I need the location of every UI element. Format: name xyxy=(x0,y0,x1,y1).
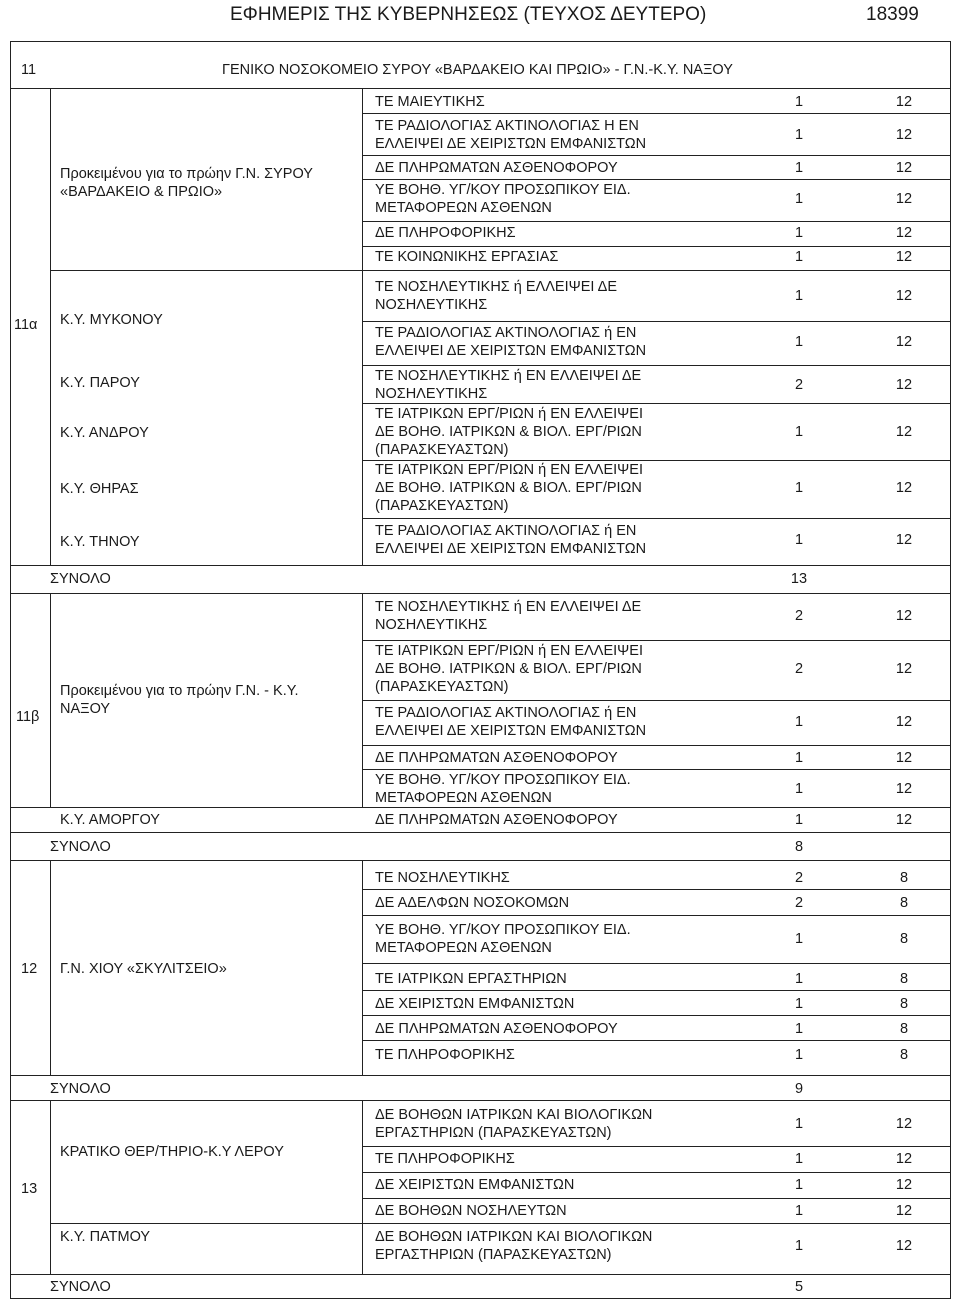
positions-cell: 1 xyxy=(794,288,804,304)
months-cell: 8 xyxy=(899,996,909,1012)
months-cell: 12 xyxy=(895,1116,913,1132)
row-divider xyxy=(10,832,951,833)
positions-cell: 1 xyxy=(794,931,804,947)
row-divider xyxy=(10,1274,951,1275)
row-divider xyxy=(10,593,951,594)
unit-name: Κ.Υ. ΑΜΟΡΓΟΥ xyxy=(60,812,160,828)
row-divider xyxy=(10,1100,951,1101)
positions-cell: 1 xyxy=(794,1238,804,1254)
column-divider xyxy=(50,860,51,1075)
row-divider xyxy=(362,155,950,156)
months-cell: 12 xyxy=(895,1238,913,1254)
specialty-cell: ΔΕ ΠΛΗΡΟΦΟΡΙΚΗΣ xyxy=(375,225,516,241)
specialty-cell: ΤΕ ΡΑΔΙΟΛΟΓΙΑΣ ΑΚΤΙΝΟΛΟΓΙΑΣ ή ΕΝ ΕΛΛΕΙΨΕΙ ΔΕ ΧΕΙΡΙΣΤΩΝ ΕΜΦΑΝΙΣΤΩΝ xyxy=(375,705,647,739)
specialty-cell: ΤΕ ΡΑΔΙΟΛΟΓΙΑΣ ΑΚΤΙΝΟΛΟΓΙΑΣ ή ΕΝ ΕΛΛΕΙΨΕΙ ΔΕ ΧΕΙΡΙΣΤΩΝ ΕΜΦΑΝΙΣΤΩΝ xyxy=(375,325,647,359)
row-divider xyxy=(362,640,950,641)
section-number: 11 xyxy=(21,62,37,78)
months-cell: 12 xyxy=(895,661,913,677)
months-cell: 12 xyxy=(895,377,913,393)
total-value: 13 xyxy=(790,571,808,587)
column-divider xyxy=(362,860,363,1075)
unit-name: Κ.Υ. ΘΗΡΑΣ xyxy=(60,481,139,497)
row-divider xyxy=(362,403,950,404)
section-number: 11α xyxy=(14,317,38,333)
row-divider xyxy=(362,889,950,890)
positions-cell: 1 xyxy=(794,249,804,265)
specialty-cell: ΔΕ ΧΕΙΡΙΣΤΩΝ ΕΜΦΑΝΙΣΤΩΝ xyxy=(375,1177,575,1193)
row-divider xyxy=(50,1223,950,1224)
row-divider xyxy=(362,113,950,114)
positions-cell: 1 xyxy=(794,1203,804,1219)
months-cell: 12 xyxy=(895,424,913,440)
specialty-cell: ΥΕ ΒΟΗΘ. ΥΓ/ΚΟΥ ΠΡΟΣΩΠΙΚΟΥ ΕΙΔ. ΜΕΤΑΦΟΡΕΩΝ ΑΣΘΕΝΩΝ xyxy=(375,772,631,806)
specialty-cell: ΤΕ ΝΟΣΗΛΕΥΤΙΚΗΣ ή ΕΝ ΕΛΛΕΙΨΕΙ ΔΕ ΝΟΣΗΛΕΥΤΙΚΗΣ xyxy=(375,599,642,633)
unit-name: Προκειμένου για το πρώην Γ.Ν. ΣΥΡΟΥ «ΒΑΡΔΑΚΕΙΟ & ΠΡΩΙΟ» xyxy=(60,166,313,200)
row-divider xyxy=(362,365,950,366)
positions-cell: 1 xyxy=(794,424,804,440)
months-cell: 12 xyxy=(895,191,913,207)
specialty-cell: ΔΕ ΑΔΕΛΦΩΝ ΝΟΣΟΚΟΜΩΝ xyxy=(375,895,570,911)
specialty-cell: ΤΕ ΡΑΔΙΟΛΟΓΙΑΣ ΑΚΤΙΝΟΛΟΓΙΑΣ ή ΕΝ ΕΛΛΕΙΨΕΙ ΔΕ ΧΕΙΡΙΣΤΩΝ ΕΜΦΑΝΙΣΤΩΝ xyxy=(375,523,647,557)
positions-cell: 1 xyxy=(794,1151,804,1167)
row-divider xyxy=(362,321,950,322)
row-divider xyxy=(362,1172,950,1173)
unit-name: Κ.Υ. ΤΗΝΟΥ xyxy=(60,534,140,550)
positions-cell: 2 xyxy=(794,608,804,624)
months-cell: 12 xyxy=(895,160,913,176)
specialty-cell: ΤΕ ΝΟΣΗΛΕΥΤΙΚΗΣ ή ΕΝ ΕΛΛΕΙΨΕΙ ΔΕ ΝΟΣΗΛΕΥΤΙΚΗΣ xyxy=(375,368,642,402)
specialty-cell: ΤΕ ΠΛΗΡΟΦΟΡΙΚΗΣ xyxy=(375,1151,515,1167)
total-label: ΣΥΝΟΛΟ xyxy=(50,1279,111,1295)
row-divider xyxy=(362,246,950,247)
row-divider xyxy=(10,565,951,566)
page-number: 18399 xyxy=(866,4,919,25)
specialty-cell: ΤΕ ΝΟΣΗΛΕΥΤΙΚΗΣ ή ΕΛΛΕΙΨΕΙ ΔΕ ΝΟΣΗΛΕΥΤΙΚΗΣ xyxy=(375,279,618,313)
positions-cell: 1 xyxy=(794,191,804,207)
unit-name: Κ.Υ. ΠΑΡΟΥ xyxy=(60,375,140,391)
months-cell: 12 xyxy=(895,480,913,496)
unit-name: Κ.Υ. ΑΝΔΡΟΥ xyxy=(60,425,149,441)
positions-cell: 1 xyxy=(794,971,804,987)
specialty-cell: ΔΕ ΠΛΗΡΩΜΑΤΩΝ ΑΣΘΕΝΟΦΟΡΟΥ xyxy=(375,812,618,828)
row-divider xyxy=(362,179,950,180)
section-number: 11β xyxy=(16,709,40,725)
row-divider xyxy=(362,1146,950,1147)
positions-cell: 2 xyxy=(794,895,804,911)
total-value: 9 xyxy=(794,1081,804,1097)
positions-cell: 2 xyxy=(794,870,804,886)
specialty-cell: ΤΕ ΚΟΙΝΩΝΙΚΗΣ ΕΡΓΑΣΙΑΣ xyxy=(375,249,559,265)
row-divider xyxy=(362,518,950,519)
row-divider xyxy=(10,860,951,861)
row-divider xyxy=(362,1040,950,1041)
section-number: 13 xyxy=(21,1181,38,1197)
positions-cell: 1 xyxy=(794,1116,804,1132)
row-divider xyxy=(362,1015,950,1016)
months-cell: 12 xyxy=(895,127,913,143)
positions-cell: 2 xyxy=(794,377,804,393)
row-divider xyxy=(10,41,951,42)
months-cell: 12 xyxy=(895,288,913,304)
column-divider xyxy=(50,1100,51,1274)
unit-name: Κ.Υ. ΠΑΤΜΟΥ xyxy=(60,1229,151,1245)
positions-cell: 1 xyxy=(794,996,804,1012)
months-cell: 12 xyxy=(895,608,913,624)
specialty-cell: ΔΕ ΒΟΗΘΩΝ ΙΑΤΡΙΚΩΝ ΚΑΙ ΒΙΟΛΟΓΙΚΩΝ ΕΡΓΑΣΤΗΡΙΩΝ (ΠΑΡΑΣΚΕΥΑΣΤΩΝ) xyxy=(375,1107,653,1141)
row-divider xyxy=(362,221,950,222)
months-cell: 12 xyxy=(895,750,913,766)
positions-cell: 2 xyxy=(794,661,804,677)
specialty-cell: ΔΕ ΧΕΙΡΙΣΤΩΝ ΕΜΦΑΝΙΣΤΩΝ xyxy=(375,996,575,1012)
row-divider xyxy=(10,88,951,89)
unit-name: Προκειμένου για το πρώην Γ.Ν. - Κ.Υ. ΝΑΞΟΥ xyxy=(60,683,299,717)
row-divider xyxy=(362,745,950,746)
row-divider xyxy=(10,1075,951,1076)
months-cell: 8 xyxy=(899,971,909,987)
specialty-cell: ΔΕ ΒΟΗΘΩΝ ΝΟΣΗΛΕΥΤΩΝ xyxy=(375,1203,567,1219)
hospital-title: ΓΕΝΙΚΟ ΝΟΣΟΚΟΜΕΙΟ ΣΥΡΟΥ «ΒΑΡΔΑΚΕΙΟ ΚΑΙ ΠΡΩΙΟ» - Γ.Ν.-Κ.Υ. ΝΑΞΟΥ xyxy=(222,62,733,78)
months-cell: 12 xyxy=(895,334,913,350)
specialty-cell: ΤΕ ΜΑΙΕΥΤΙΚΗΣ xyxy=(375,94,485,110)
specialty-cell: ΤΕ ΙΑΤΡΙΚΩΝ ΕΡΓΑΣΤΗΡΙΩΝ xyxy=(375,971,567,987)
positions-cell: 1 xyxy=(794,480,804,496)
positions-cell: 1 xyxy=(794,1021,804,1037)
row-divider xyxy=(10,1298,951,1299)
column-divider xyxy=(950,41,951,1298)
unit-name: Γ.Ν. ΧΙΟΥ «ΣΚΥΛΙΤΣΕΙΟ» xyxy=(60,961,227,977)
specialty-cell: ΤΕ ΝΟΣΗΛΕΥΤΙΚΗΣ xyxy=(375,870,510,886)
unit-name: ΚΡΑΤΙΚΟ ΘΕΡ/ΤΗΡΙΟ-Κ.Υ ΛΕΡΟΥ xyxy=(60,1144,284,1160)
positions-cell: 1 xyxy=(794,225,804,241)
unit-name: Κ.Υ. ΜΥΚΟΝΟΥ xyxy=(60,312,163,328)
specialty-cell: ΔΕ ΒΟΗΘΩΝ ΙΑΤΡΙΚΩΝ ΚΑΙ ΒΙΟΛΟΓΙΚΩΝ ΕΡΓΑΣΤΗΡΙΩΝ (ΠΑΡΑΣΚΕΥΑΣΤΩΝ) xyxy=(375,1229,653,1263)
positions-cell: 1 xyxy=(794,334,804,350)
months-cell: 8 xyxy=(899,931,909,947)
column-divider xyxy=(10,41,11,1298)
specialty-cell: ΤΕ ΙΑΤΡΙΚΩΝ ΕΡΓ/ΡΙΩΝ ή ΕΝ ΕΛΛΕΙΨΕΙ ΔΕ ΒΟΗΘ. ΙΑΤΡΙΚΩΝ & ΒΙΟΛ. ΕΡΓ/ΡΙΩΝ (ΠΑΡΑΣΚΕΥΑΣΤΩΝ) xyxy=(375,462,643,514)
row-divider xyxy=(50,270,950,271)
months-cell: 12 xyxy=(895,1203,913,1219)
column-divider xyxy=(50,88,51,565)
positions-cell: 1 xyxy=(794,750,804,766)
months-cell: 12 xyxy=(895,225,913,241)
specialty-cell: ΔΕ ΠΛΗΡΩΜΑΤΩΝ ΑΣΘΕΝΟΦΟΡΟΥ xyxy=(375,160,618,176)
column-divider xyxy=(362,1100,363,1274)
column-divider xyxy=(50,593,51,807)
specialty-cell: ΥΕ ΒΟΗΘ. ΥΓ/ΚΟΥ ΠΡΟΣΩΠΙΚΟΥ ΕΙΔ. ΜΕΤΑΦΟΡΕΩΝ ΑΣΘΕΝΩΝ xyxy=(375,182,631,216)
positions-cell: 1 xyxy=(794,127,804,143)
total-label: ΣΥΝΟΛΟ xyxy=(50,839,111,855)
months-cell: 12 xyxy=(895,94,913,110)
specialty-cell: ΤΕ ΠΛΗΡΟΦΟΡΙΚΗΣ xyxy=(375,1047,515,1063)
row-divider xyxy=(362,1198,950,1199)
specialty-cell: ΤΕ ΙΑΤΡΙΚΩΝ ΕΡΓ/ΡΙΩΝ ή ΕΝ ΕΛΛΕΙΨΕΙ ΔΕ ΒΟΗΘ. ΙΑΤΡΙΚΩΝ & ΒΙΟΛ. ΕΡΓ/ΡΙΩΝ (ΠΑΡΑΣΚΕΥΑΣΤΩΝ) xyxy=(375,406,643,458)
row-divider xyxy=(362,769,950,770)
row-divider xyxy=(362,963,950,964)
positions-cell: 1 xyxy=(794,1177,804,1193)
specialty-cell: ΥΕ ΒΟΗΘ. ΥΓ/ΚΟΥ ΠΡΟΣΩΠΙΚΟΥ ΕΙΔ. ΜΕΤΑΦΟΡΕΩΝ ΑΣΘΕΝΩΝ xyxy=(375,922,631,956)
months-cell: 12 xyxy=(895,249,913,265)
months-cell: 12 xyxy=(895,781,913,797)
months-cell: 12 xyxy=(895,714,913,730)
positions-cell: 1 xyxy=(794,532,804,548)
column-divider xyxy=(362,88,363,565)
months-cell: 8 xyxy=(899,1047,909,1063)
months-cell: 8 xyxy=(899,895,909,911)
specialty-cell: ΤΕ ΡΑΔΙΟΛΟΓΙΑΣ ΑΚΤΙΝΟΛΟΓΙΑΣ Η ΕΝ ΕΛΛΕΙΨΕΙ ΔΕ ΧΕΙΡΙΣΤΩΝ ΕΜΦΑΝΙΣΤΩΝ xyxy=(375,118,647,152)
total-value: 5 xyxy=(794,1279,804,1295)
row-divider xyxy=(362,990,950,991)
months-cell: 8 xyxy=(899,870,909,886)
months-cell: 12 xyxy=(895,1151,913,1167)
gazette-title: ΕΦΗΜΕΡΙΣ ΤΗΣ ΚΥΒΕΡΝΗΣΕΩΣ (ΤΕΥΧΟΣ ΔΕΥΤΕΡΟ) xyxy=(230,4,707,25)
months-cell: 12 xyxy=(895,532,913,548)
specialty-cell: ΤΕ ΙΑΤΡΙΚΩΝ ΕΡΓ/ΡΙΩΝ ή ΕΝ ΕΛΛΕΙΨΕΙ ΔΕ ΒΟΗΘ. ΙΑΤΡΙΚΩΝ & ΒΙΟΛ. ΕΡΓ/ΡΙΩΝ (ΠΑΡΑΣΚΕΥΑΣΤΩΝ) xyxy=(375,643,643,695)
positions-cell: 1 xyxy=(794,812,804,828)
positions-cell: 1 xyxy=(794,160,804,176)
positions-cell: 1 xyxy=(794,94,804,110)
total-value: 8 xyxy=(794,839,804,855)
positions-cell: 1 xyxy=(794,714,804,730)
months-cell: 8 xyxy=(899,1021,909,1037)
specialty-cell: ΔΕ ΠΛΗΡΩΜΑΤΩΝ ΑΣΘΕΝΟΦΟΡΟΥ xyxy=(375,1021,618,1037)
total-label: ΣΥΝΟΛΟ xyxy=(50,1081,111,1097)
section-number: 12 xyxy=(21,961,38,977)
row-divider xyxy=(362,915,950,916)
total-label: ΣΥΝΟΛΟ xyxy=(50,571,111,587)
row-divider xyxy=(362,700,950,701)
positions-cell: 1 xyxy=(794,1047,804,1063)
positions-cell: 1 xyxy=(794,781,804,797)
months-cell: 12 xyxy=(895,1177,913,1193)
months-cell: 12 xyxy=(895,812,913,828)
row-divider xyxy=(10,807,951,808)
specialty-cell: ΔΕ ΠΛΗΡΩΜΑΤΩΝ ΑΣΘΕΝΟΦΟΡΟΥ xyxy=(375,750,618,766)
